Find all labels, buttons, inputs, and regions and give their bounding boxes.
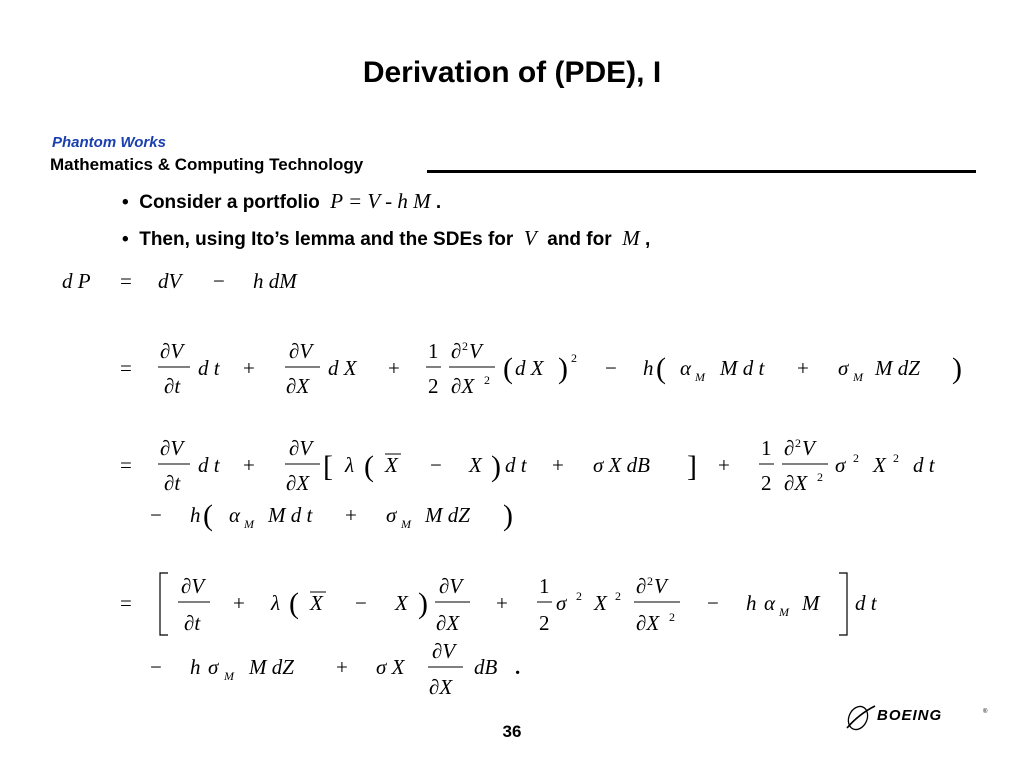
svg-text:∂X: ∂X bbox=[436, 611, 460, 635]
svg-text:∂: ∂ bbox=[784, 436, 795, 460]
svg-text:[: [ bbox=[323, 450, 333, 483]
svg-text:2: 2 bbox=[761, 471, 772, 495]
svg-text:=: = bbox=[120, 269, 132, 293]
svg-text:®: ® bbox=[983, 709, 988, 715]
svg-text:d t: d t bbox=[198, 453, 220, 477]
svg-text:=: = bbox=[120, 356, 132, 380]
boeing-wordmark: BOEING bbox=[877, 707, 943, 724]
svg-text:2: 2 bbox=[817, 470, 823, 484]
svg-text:α: α bbox=[229, 503, 241, 527]
svg-text:2: 2 bbox=[893, 451, 899, 465]
svg-text:2: 2 bbox=[576, 589, 582, 603]
boeing-logo bbox=[845, 698, 995, 734]
svg-text:(: ( bbox=[656, 352, 666, 385]
svg-text:∂X: ∂X bbox=[429, 675, 453, 699]
svg-text:): ) bbox=[491, 450, 501, 483]
svg-text:2: 2 bbox=[571, 351, 577, 365]
svg-text:2: 2 bbox=[853, 451, 859, 465]
svg-text:−: − bbox=[150, 503, 162, 527]
svg-text:+: + bbox=[797, 356, 809, 380]
svg-text:d t: d t bbox=[198, 356, 220, 380]
svg-text:α: α bbox=[680, 356, 692, 380]
svg-text:σ: σ bbox=[835, 453, 846, 477]
brand-phantom-works: Phantom Works bbox=[52, 134, 166, 151]
equation-line-1 bbox=[62, 269, 298, 293]
svg-text:M: M bbox=[802, 591, 820, 615]
svg-text:+: + bbox=[243, 356, 255, 380]
svg-text:M d t: M d t bbox=[720, 356, 765, 380]
svg-text:V: V bbox=[802, 436, 815, 460]
svg-text:+: + bbox=[243, 453, 255, 477]
svg-text:∂X: ∂X bbox=[286, 374, 310, 398]
bullet-tail: . bbox=[435, 192, 442, 213]
svg-text:∂V: ∂V bbox=[289, 436, 313, 460]
svg-text:+: + bbox=[496, 591, 508, 615]
svg-text:∂X: ∂X bbox=[286, 471, 310, 495]
svg-text:2: 2 bbox=[647, 574, 653, 588]
svg-text:=: = bbox=[120, 591, 132, 615]
svg-text:∂V: ∂V bbox=[289, 339, 313, 363]
svg-text:X: X bbox=[395, 591, 408, 615]
svg-text:M: M bbox=[401, 517, 411, 531]
svg-text:∂X: ∂X bbox=[451, 374, 475, 398]
svg-text:M: M bbox=[244, 517, 254, 531]
svg-text:+: + bbox=[552, 453, 564, 477]
svg-text:+: + bbox=[336, 655, 348, 679]
svg-text:.: . bbox=[515, 655, 521, 679]
bullet-tail: , bbox=[644, 229, 651, 250]
svg-text:∂: ∂ bbox=[636, 574, 647, 598]
svg-text:M d t: M d t bbox=[268, 503, 313, 527]
svg-text:M: M bbox=[224, 669, 234, 683]
svg-text:(: ( bbox=[503, 352, 513, 385]
svg-text:∂t: ∂t bbox=[184, 611, 201, 635]
svg-text:∂X: ∂X bbox=[636, 611, 660, 635]
svg-text:∂t: ∂t bbox=[164, 374, 181, 398]
equation-line-4 bbox=[120, 573, 878, 699]
bullet-text: Consider a portfolio bbox=[139, 192, 320, 213]
svg-text:∂V: ∂V bbox=[160, 436, 184, 460]
svg-text:d t: d t bbox=[505, 453, 527, 477]
svg-text:σ X: σ X bbox=[376, 655, 405, 679]
svg-text:(: ( bbox=[364, 450, 374, 483]
svg-text:2: 2 bbox=[669, 610, 675, 624]
svg-text:1: 1 bbox=[761, 436, 772, 460]
svg-text:M dZ: M dZ bbox=[425, 503, 470, 527]
svg-text:σ: σ bbox=[208, 655, 219, 679]
svg-text:=: = bbox=[120, 453, 132, 477]
svg-text:X: X bbox=[469, 453, 482, 477]
svg-text:1: 1 bbox=[428, 339, 439, 363]
svg-text:∂V: ∂V bbox=[439, 574, 463, 598]
svg-text:+: + bbox=[233, 591, 245, 615]
svg-text:M: M bbox=[779, 605, 789, 619]
svg-text:h: h bbox=[190, 503, 201, 527]
svg-text:d t: d t bbox=[913, 453, 935, 477]
svg-text:(: ( bbox=[203, 499, 213, 532]
svg-text:M: M bbox=[853, 370, 863, 384]
brand-math-computing: Mathematics & Computing Technology bbox=[50, 155, 364, 174]
svg-text:h: h bbox=[746, 591, 757, 615]
svg-text:V: V bbox=[469, 339, 482, 363]
svg-text:M dZ: M dZ bbox=[249, 655, 294, 679]
svg-text:−: − bbox=[355, 591, 367, 615]
bullet-dot: • bbox=[122, 229, 140, 250]
bullet-math: P = V - h M bbox=[330, 189, 431, 213]
svg-text:∂X: ∂X bbox=[784, 471, 808, 495]
svg-text:−: − bbox=[605, 356, 617, 380]
svg-text:∂t: ∂t bbox=[164, 471, 181, 495]
svg-text:(: ( bbox=[289, 587, 299, 620]
svg-text:X: X bbox=[385, 453, 398, 477]
svg-text:): ) bbox=[558, 352, 568, 385]
svg-text:h dM: h dM bbox=[253, 269, 297, 293]
svg-text:d X: d X bbox=[328, 356, 357, 380]
svg-text:λ: λ bbox=[345, 453, 355, 477]
svg-text:+: + bbox=[388, 356, 400, 380]
svg-text:X: X bbox=[594, 591, 607, 615]
bullet-mid: and for bbox=[547, 229, 612, 250]
svg-text:σ: σ bbox=[556, 591, 567, 615]
svg-text:d P: d P bbox=[62, 269, 91, 293]
svg-text:+: + bbox=[718, 453, 730, 477]
svg-text:dV: dV bbox=[158, 269, 182, 293]
equation-line-2 bbox=[120, 339, 962, 398]
svg-text:d X: d X bbox=[515, 356, 544, 380]
svg-text:∂V: ∂V bbox=[160, 339, 184, 363]
svg-text:α: α bbox=[764, 591, 776, 615]
svg-text:2: 2 bbox=[484, 373, 490, 387]
svg-text:M dZ: M dZ bbox=[875, 356, 920, 380]
svg-text:σ: σ bbox=[838, 356, 849, 380]
svg-text:X: X bbox=[873, 453, 886, 477]
svg-text:h: h bbox=[643, 356, 654, 380]
svg-text:2: 2 bbox=[428, 374, 439, 398]
svg-text:−: − bbox=[430, 453, 442, 477]
svg-text:2: 2 bbox=[795, 436, 801, 450]
page-number: 36 bbox=[502, 722, 522, 741]
page-title: Derivation of (PDE), I bbox=[362, 56, 662, 89]
svg-text:λ: λ bbox=[271, 591, 281, 615]
svg-text:h: h bbox=[190, 655, 201, 679]
svg-text:σ: σ bbox=[386, 503, 397, 527]
svg-text:2: 2 bbox=[462, 339, 468, 353]
bullet-math-v: V bbox=[523, 226, 537, 250]
svg-text:−: − bbox=[707, 591, 719, 615]
svg-text:X: X bbox=[310, 591, 323, 615]
svg-text:∂V: ∂V bbox=[432, 639, 456, 663]
svg-text:1: 1 bbox=[539, 574, 550, 598]
svg-text:]: ] bbox=[687, 450, 697, 483]
bullet-math-m: M bbox=[622, 226, 640, 250]
svg-text:M: M bbox=[695, 370, 705, 384]
svg-text:): ) bbox=[418, 587, 428, 620]
svg-text:): ) bbox=[952, 352, 962, 385]
bullet-dot: • bbox=[122, 192, 140, 213]
svg-text:∂V: ∂V bbox=[181, 574, 205, 598]
svg-text:σ X dB: σ X dB bbox=[593, 453, 651, 477]
bullet-text: Then, using Ito’s lemma and the SDEs for bbox=[139, 229, 514, 250]
svg-text:dB: dB bbox=[474, 655, 498, 679]
svg-text:∂: ∂ bbox=[451, 339, 462, 363]
svg-text:−: − bbox=[150, 655, 162, 679]
svg-text:d t: d t bbox=[855, 591, 877, 615]
svg-text:V: V bbox=[654, 574, 667, 598]
svg-text:+: + bbox=[345, 503, 357, 527]
svg-text:2: 2 bbox=[615, 589, 621, 603]
equation-line-3 bbox=[120, 436, 936, 532]
svg-text:): ) bbox=[503, 499, 513, 532]
svg-text:−: − bbox=[213, 269, 225, 293]
svg-text:2: 2 bbox=[539, 611, 550, 635]
